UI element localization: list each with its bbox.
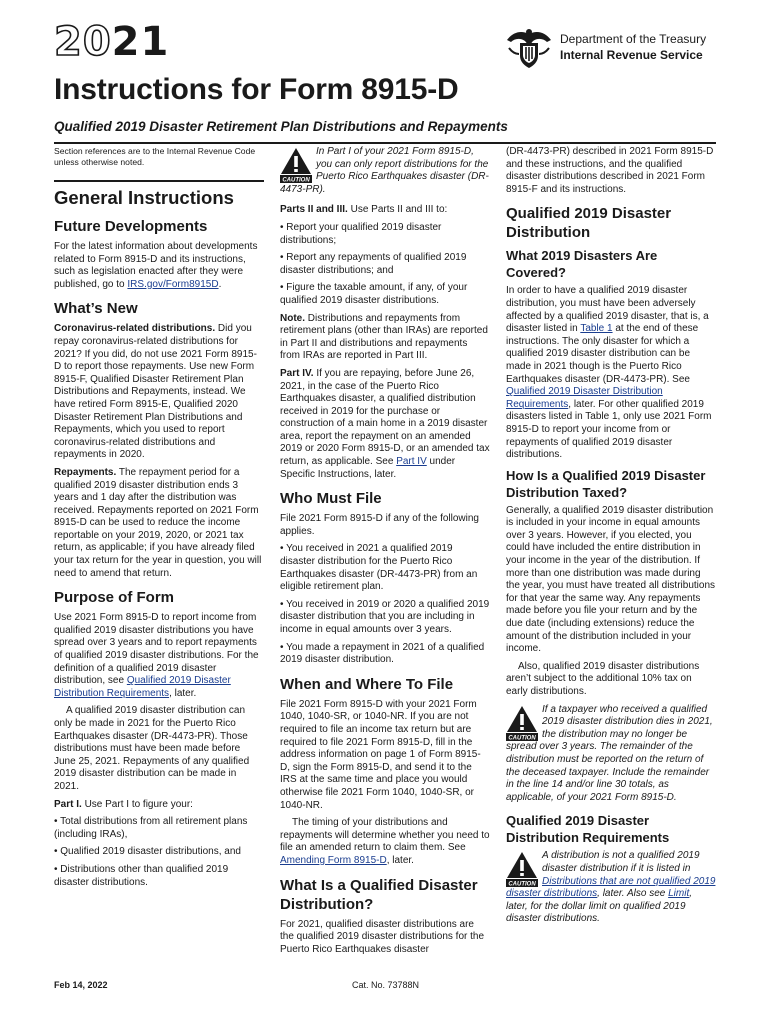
qdd-requirements-link[interactable]: Qualified 2019 Disaster Distribution Requirements: [54, 675, 231, 699]
tax-year: 2021: [54, 19, 170, 65]
coronavirus-paragraph: Coronavirus-related distributions. Did you repay coronavirus-related distributions for 2021? If you did, do not use 2021 Form 8915-D to report those repayments. Use new Form 8915-F, Qualified Disaster Retirement Plan Distributions and Repayments, instead. We have retired Form 8915-E, Qualified 2020 Disaster Retirement Plan Distributions and Repayments, which you used to report coronavirus-related distributions and repayments in 2020.: [54, 323, 257, 461]
page-title: Instructions for Form 8915-D: [54, 73, 459, 106]
qdd-requirements-heading: Qualified 2019 Disaster Distribution Requirements: [506, 813, 670, 846]
purpose-of-form-heading: Purpose of Form: [54, 589, 175, 607]
also-text: Also, qualified 2019 disaster distributions aren’t subject to the additional 10% tax on early distributions.: [506, 660, 700, 697]
caution-icon: [280, 147, 312, 183]
who-must-file-text: File 2021 Form 8915-D if any of the following applies.: [280, 513, 479, 537]
caution-note: CAUTION If a taxpayer who received a qualified 2019 disaster distribution dies in 2021, the distribution may no longer be spread over 3 years. The remainder of the distribution must be reported on the return of the deceased taxpayer. Include the remainder in the line 14 and/or line 30 totals, as applicable, of your 2021 Form 8915-D.: [506, 703, 713, 803]
issuing-agency: Department of the Treasury Internal Revenue Service: [560, 32, 707, 62]
column-1: [54, 146, 264, 894]
what-is-qdd-heading: What Is a Qualified Disaster Distribution?: [280, 876, 478, 913]
note-paragraph: Note. Distributions and repayments from retirement plans (other than IRAs) are reported in Part II and distributions and repayments from IRAs are reported in Part III.: [280, 312, 488, 362]
part4-paragraph: Part IV. If you are repaying, before June 26, 2021, in the case of the Puerto Rico Earthquakes disaster, a qualified distribution received in 2019 for the purchase or construction of a main home in a 2019 disaster area, report the repayment on an amended 2019 or 2020 Form 8915-D, or an amended tax return, as applicable. See Part IV under Specific Instructions, later.: [280, 367, 490, 480]
list-item: • You received in 2021 a qualified 2019 disaster distribution for the Puerto Rico Earthquakes disaster (DR-4473-PR) from an eligible retirement plan.: [280, 543, 478, 593]
list-item: • You made a repayment in 2021 of a qualified 2019 disaster distribution.: [280, 641, 485, 666]
parts23-paragraph: Parts II and III. Use Parts II and III to:: [280, 204, 448, 216]
qdd-heading: Qualified 2019 Disaster Distribution: [506, 205, 672, 242]
part-iv-link[interactable]: Part IV: [396, 456, 427, 468]
caution-note: CAUTION A distribution is not a qualified 2019 disaster distribution if it is listed in Distributions that are not qualified 2019 disaster distributions, later. Also see Limit, later, for the dollar limit on qualified 2019 disaster distributions.: [506, 850, 716, 925]
purpose-paragraph: Use 2021 Form 8915-D to report income from qualified 2019 disaster distributions you have spread over 3 years and to report repayments of qualified 2019 disaster distributions. For the definition of a qualified 2019 disaster distribution, see Qualified 2019 Disaster Distribution Requirements, later.: [54, 612, 259, 699]
footer-catalog-number: Cat. No. 73788N: [352, 980, 420, 990]
what-is-qdd-text: For 2021, qualified disaster distributions are the qualified 2019 disaster distributions for the Puerto Rico Earthquakes disaster: [280, 918, 485, 955]
list-item: • Figure the taxable amount, if any, of your qualified 2019 disaster distributions.: [280, 282, 468, 306]
table-1-link[interactable]: Table 1: [580, 323, 613, 335]
list-item: • Report your qualified 2019 disaster distributions;: [280, 221, 442, 246]
non-qualified-distributions-link[interactable]: Distributions that are not qualified 2019 disaster distributions: [506, 875, 716, 900]
caution-note: CAUTION In Part I of your 2021 Form 8915-D, you can only report distributions for the Puerto Rico Earthquakes disaster (DR-4473-PR).: [280, 146, 489, 195]
column-3: [506, 146, 716, 934]
part1-paragraph: Part I. Use Part I to figure your:: [54, 798, 193, 810]
caution-label: CAUTION: [282, 177, 310, 183]
amending-form-link[interactable]: Amending Form 8915-D: [280, 854, 387, 866]
how-taxed-text: Generally, a qualified 2019 disaster distribution is included in your income in equal amounts over 3 years. However, if you elected, you could have included the entire distribution in your income in the year of the distribution. If more than one distribution was made during the year, you must have treated all distributions for that year the same way. Any repayments made before you file your return and by the due date (including extensions) reduce the amount of the distribution included in your income.: [506, 504, 716, 655]
when-where-text: File 2021 Form 8915-D with your 2021 Form 1040, 1040-SR, or 1040-NR. If you are not required to file an income tax return but are required to file 2021 Form 8915-D, fill in the address information on page 1 of Form 8915-D, sign the Form 8915-D, and send it to the IRS at the same time and place you would otherwise file 2021 Form 1040, 1040-SR, or 1040-NR.: [280, 698, 481, 811]
caution-label: CAUTION: [508, 881, 536, 888]
when-where-heading: When and Where To File: [280, 675, 454, 693]
purpose-paragraph-2: A qualified 2019 disaster distribution can only be made in 2021 for the Puerto Rico Earthquakes disaster (DR-4473-PR). Those distributions must have been made before June 25, 2021. Repayments of any qualified 2019 disaster distribution can be made in 2021.: [54, 705, 250, 792]
general-instructions-heading: General Instructions: [54, 187, 234, 208]
list-item: • Distributions other than qualified 2019 disaster distributions.: [54, 863, 229, 888]
limit-link[interactable]: Limit: [668, 888, 690, 900]
disasters-covered-text: In order to have a qualified 2019 disaster distribution, you must have been adversely affected by a qualified 2019 disaster, that is, a disaster listed in Table 1 at the end of these instructions. The only disaster for which a qualified 2019 disaster distribution can be made in 2021 though is the Puerto Rico Earthquakes disaster (DR-4473-PR). See Qualified 2019 Disaster Distribution Requirements, later. For other qualified 2019 disasters listed in Table 1, only use 2021 Form 8915-D to report your income from or repayments of qualified 2019 disaster distributions.: [506, 285, 712, 461]
footer-date: Feb 14, 2022: [54, 980, 108, 990]
irs-eagle-logo: [503, 26, 555, 72]
continued-text: (DR-4473-PR) described in 2021 Form 8915-D and these instructions, and the qualified disaster distributions described in 2021 Form 8915-F and its instructions.: [506, 146, 714, 195]
list-item: • Qualified 2019 disaster distributions, and: [54, 846, 241, 858]
list-item: • Total distributions from all retirement plans (including IRAs),: [54, 816, 248, 840]
repayments-paragraph: Repayments. The repayment period for a qualified 2019 disaster distribution ends 3 years and 1 day after the distribution was received. Repayments reported on 2021 Form 8915-D can be used to reduce the income reportable on your 2019, 2020, or 2021 tax return, as applicable; if you have already filed your tax return for the year in question, you will need to amend that return.: [54, 466, 262, 579]
divider: [54, 180, 264, 182]
caution-icon: [506, 705, 538, 741]
list-item: • Report any repayments of qualified 2019 disaster distributions; and: [280, 252, 467, 276]
qdd-requirements-link[interactable]: Qualified 2019 Disaster Distribution Requirements: [506, 386, 663, 410]
how-taxed-heading: How Is a Qualified 2019 Disaster Distribution Taxed?: [506, 467, 706, 500]
timing-paragraph: The timing of your distributions and repayments will determine whether you need to file an amended return to claim them. See Amending Form 8915-D, later.: [280, 817, 490, 866]
future-developments-text: For the latest information about developments related to Form 8915-D and its instructions, such as legislation enacted after they were published, go to IRS.gov/Form8915D.: [54, 241, 258, 290]
whats-new-heading: What’s New: [54, 300, 138, 318]
caution-icon: [506, 851, 538, 887]
irs-gov-link[interactable]: IRS.gov/Form8915D: [127, 278, 219, 290]
future-developments-heading: Future Developments: [54, 218, 208, 235]
who-must-file-heading: Who Must File: [280, 490, 382, 508]
disasters-covered-heading: What 2019 Disasters Are Covered?: [506, 248, 658, 281]
caution-label: CAUTION: [508, 734, 536, 741]
list-item: • You received in 2019 or 2020 a qualified 2019 disaster distribution that you are including in income in equal amounts over 3 years.: [280, 598, 490, 635]
page-subtitle: Qualified 2019 Disaster Retirement Plan Distributions and Repayments: [54, 118, 716, 144]
column-2: [280, 146, 490, 961]
section-note: Section references are to the Internal Revenue Code unless otherwise noted.: [54, 146, 256, 167]
